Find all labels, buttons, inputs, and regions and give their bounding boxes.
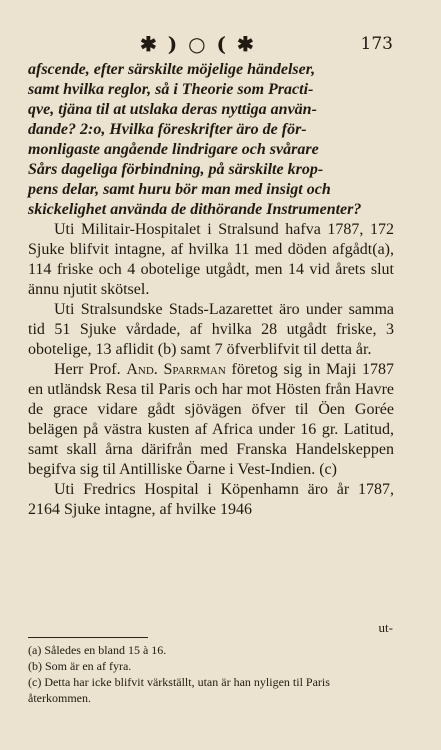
sparrman-rest: företog sig in Maji 1787 en utländsk Resa til Paris och har mot Hösten från Havre de grace vidare gådt sjövägen öfver til Öen Gorée belägen på västra kusten af Africa under 16 gr. Latitud, samt skall årna därifrån med Franska Handelskeppen begifva sig til Antilliske Öarne i Vest-Indien. (c) xyxy=(28,361,394,478)
body-text xyxy=(28,60,394,520)
italic-line: monligaste angående lindrigare och svårare xyxy=(28,141,319,158)
italic-question-block xyxy=(28,60,394,220)
page-number: 173 xyxy=(360,34,393,54)
paragraph-sparrman xyxy=(28,360,394,480)
italic-line: pens delar, samt huru bör man med insigt och xyxy=(28,181,331,198)
footnotes xyxy=(28,642,388,706)
catchword: ut- xyxy=(378,620,393,635)
italic-line: Sårs dageliga förbindning, på särskilte krop- xyxy=(28,161,324,178)
paragraph-kopenhamn: Uti Fredrics Hospital i Köpenhamn äro år 1787, 2164 Sjuke intagne, af hvilke 1946 xyxy=(28,481,394,518)
footnote-c: (c) Detta har icke blifvit värkställt, utan är han nyligen til Paris återkommen. xyxy=(28,675,330,705)
italic-line: qve, tjäna til at utslaka deras nyttiga använ- xyxy=(28,101,317,118)
italic-line: skickelighet använda de dithörande Instrumenter? xyxy=(28,201,362,218)
paragraph-stralsund-hospital: Uti Militair-Hospitalet i Stralsund hafva 1787, 172 Sjuke blifvit intagne, af hvilka 11 med döden afgådt(a), 114 friske och 4 obotelige utgådt, men 14 vid årets slut ännu njutit skötsel. xyxy=(28,221,394,298)
footnote-divider xyxy=(28,637,148,638)
sparrman-name: And. Sparrman xyxy=(126,361,226,378)
page-header xyxy=(0,30,441,56)
sparrman-prefix: Herr Prof. xyxy=(54,361,121,378)
italic-line: afscende, efter särskilte möjelige händelser, xyxy=(28,61,316,78)
header-ornament: ✱ ) ○ ( ✱ xyxy=(140,32,256,56)
paragraph-stralsund-lazarett: Uti Stralsundske Stads-Lazarettet äro under samma tid 51 Sjuke vårdade, af hvilka 28 utgådt friske, 3 obotelige, 13 aflidit (b) samt 7 öfverblifvit til detta år. xyxy=(28,301,394,358)
footnote-b: (b) Som är en af fyra. xyxy=(28,659,132,673)
footnote-a: (a) Således en bland 15 à 16. xyxy=(28,643,167,657)
italic-line: samt hvilka reglor, så i Theorie som Practi- xyxy=(28,81,314,98)
italic-line: dande? 2:o, Hvilka föreskrifter äro de för- xyxy=(28,121,307,138)
